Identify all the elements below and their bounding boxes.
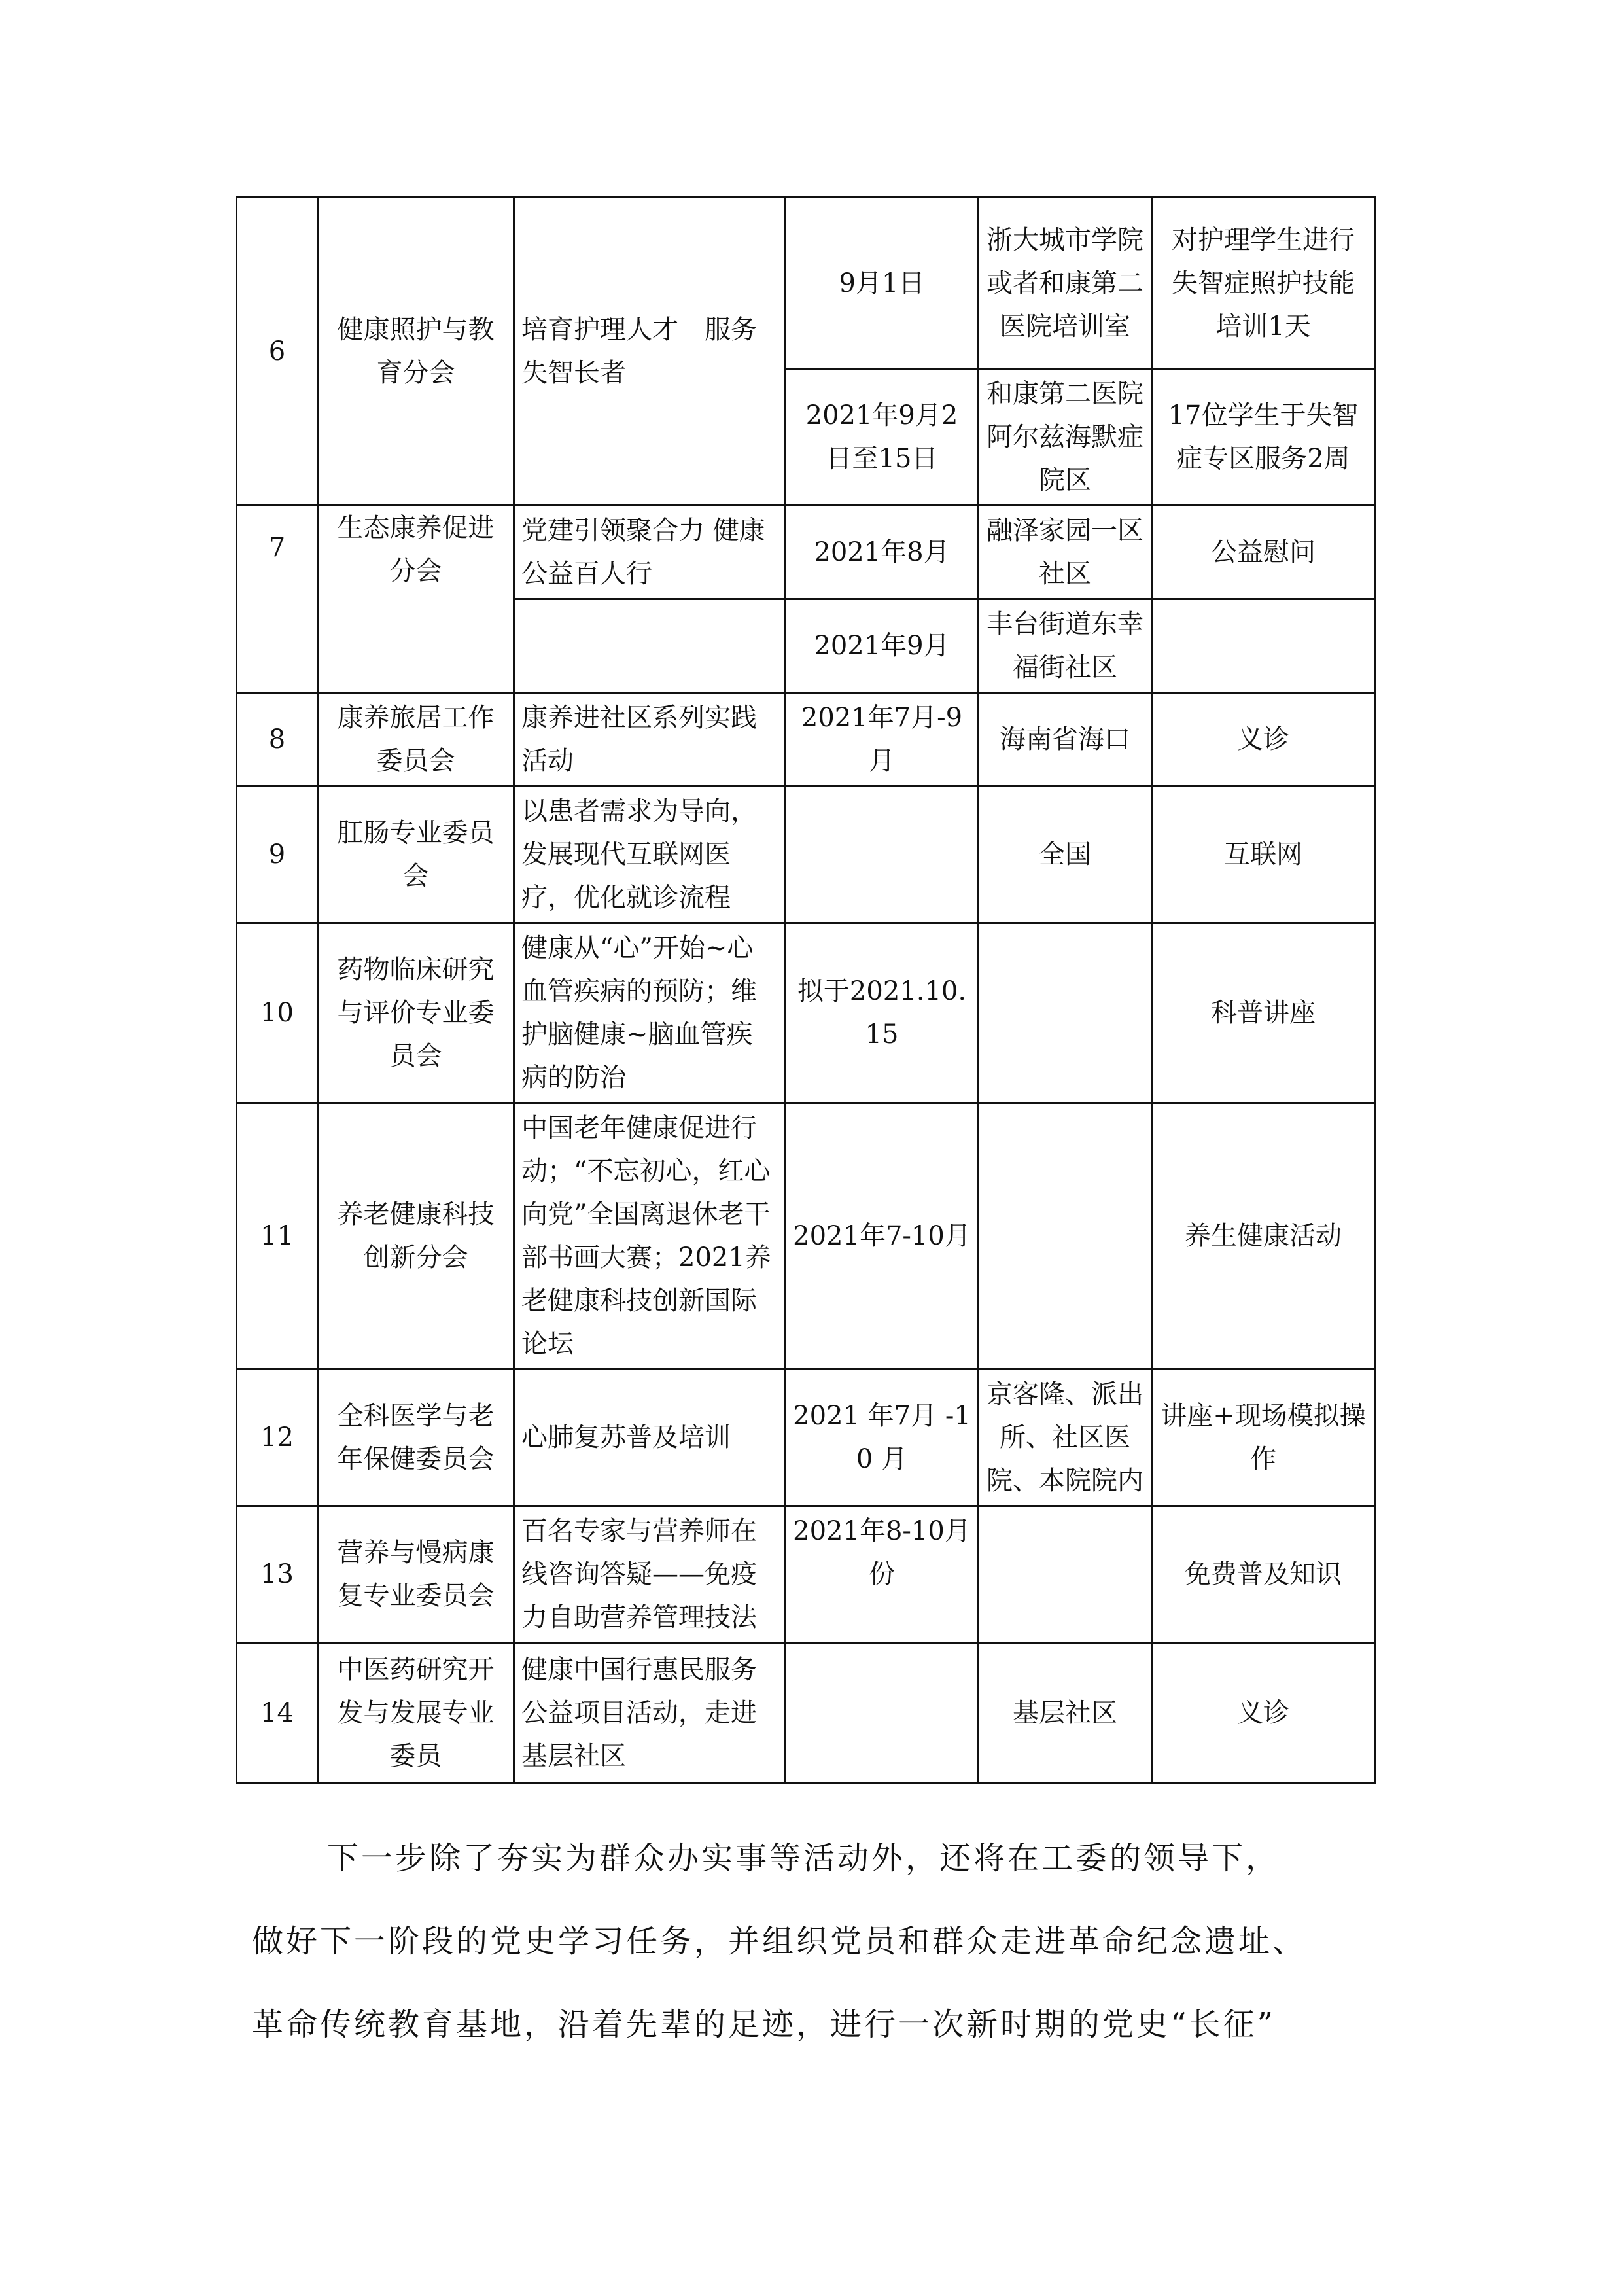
form-cell: 互联网 [1152,786,1375,923]
unit-cell: 药物临床研究与评价专业委员会 [318,923,514,1103]
row-number: 7 [237,506,318,693]
row-number: 11 [237,1103,318,1369]
activity-cell: 心肺复苏普及培训 [514,1369,786,1506]
place-cell: 融泽家园一区社区 [979,506,1152,599]
unit-cell: 肛肠专业委员会 [318,786,514,923]
time-cell [786,1643,979,1783]
activity-cell: 以患者需求为导向，发展现代互联网医疗，优化就诊流程 [514,786,786,923]
time-cell: 拟于2021.10.15 [786,923,979,1103]
row-number: 6 [237,198,318,506]
time-cell [786,786,979,923]
row-number: 8 [237,693,318,786]
form-cell: 养生健康活动 [1152,1103,1375,1369]
activity-cell: 培育护理人才 服务失智长者 [514,198,786,506]
place-cell: 全国 [979,786,1152,923]
time-cell: 2021年7月-9月 [786,693,979,786]
paragraph-line: 做好下一阶段的党史学习任务，并组织党员和群众走进革命纪念遗址、 [252,1923,1307,1960]
activity-cell: 健康从“心”开始~心血管疾病的预防；维护脑健康~脑血管疾病的防治 [514,923,786,1103]
row-number: 10 [237,923,318,1103]
place-cell [979,1506,1152,1643]
table-row [237,506,1375,599]
place-cell: 浙大城市学院或者和康第二医院培训室 [979,198,1152,369]
form-cell: 公益慰问 [1152,506,1375,599]
time-cell: 2021年9月2日至15日 [786,369,979,506]
time-cell: 2021 年7月 -10 月 [786,1369,979,1506]
row-number: 13 [237,1506,318,1643]
time-cell: 9月1日 [786,198,979,369]
place-cell: 海南省海口 [979,693,1152,786]
paragraph-line: 革命传统教育基地，沿着先辈的足迹，进行一次新时期的党史“长征” [252,2006,1276,2043]
activity-cell: 百名专家与营养师在线咨询答疑——免疫力自助营养管理技法 [514,1506,786,1643]
place-cell: 丰台街道东幸福街社区 [979,599,1152,693]
form-cell: 义诊 [1152,693,1375,786]
form-cell: 讲座+现场模拟操作 [1152,1369,1375,1506]
row-number: 14 [237,1643,318,1783]
activity-cell: 健康中国行惠民服务公益项目活动，走进基层社区 [514,1643,786,1783]
activity-cell: 党建引领聚合力 健康公益百人行 [514,506,786,599]
unit-cell: 全科医学与老年保健委员会 [318,1369,514,1506]
place-cell: 基层社区 [979,1643,1152,1783]
row-number: 12 [237,1369,318,1506]
place-cell [979,1103,1152,1369]
form-cell: 义诊 [1152,1643,1375,1783]
time-cell: 2021年7-10月 [786,1103,979,1369]
time-cell: 2021年9月 [786,599,979,693]
form-cell [1152,599,1375,693]
unit-cell: 养老健康科技创新分会 [318,1103,514,1369]
activities-table [236,196,1376,1784]
form-cell: 17位学生于失智症专区服务2周 [1152,369,1375,506]
table-row [237,1103,1375,1369]
time-cell: 2021年8-10月份 [786,1506,979,1643]
table-row [237,1506,1375,1643]
unit-cell: 营养与慢病康复专业委员会 [318,1506,514,1643]
table-row [237,1369,1375,1506]
unit-cell: 生态康养促进分会 [318,506,514,693]
table-row [237,1643,1375,1783]
place-cell: 京客隆、派出所、社区医院、本院院内 [979,1369,1152,1506]
place-cell [979,923,1152,1103]
table-row [237,786,1375,923]
table-row [237,693,1375,786]
table-row [237,923,1375,1103]
time-cell: 2021年8月 [786,506,979,599]
place-cell: 和康第二医院阿尔兹海默症院区 [979,369,1152,506]
paragraph-line: 下一步除了夯实为群众办实事等活动外，还将在工委的领导下， [327,1840,1280,1877]
row-number: 9 [237,786,318,923]
form-cell: 免费普及知识 [1152,1506,1375,1643]
form-cell: 对护理学生进行失智症照护技能培训1天 [1152,198,1375,369]
activity-cell: 康养进社区系列实践活动 [514,693,786,786]
table-row [237,198,1375,369]
form-cell: 科普讲座 [1152,923,1375,1103]
unit-cell: 健康照护与教育分会 [318,198,514,506]
activity-cell: 中国老年健康促进行动；“不忘初心，红心向党”全国离退休老干部书画大赛；2021养老健康科技创新国际论坛 [514,1103,786,1369]
activity-cell [514,599,786,693]
unit-cell: 中医药研究开发与发展专业委员 [318,1643,514,1783]
unit-cell: 康养旅居工作委员会 [318,693,514,786]
